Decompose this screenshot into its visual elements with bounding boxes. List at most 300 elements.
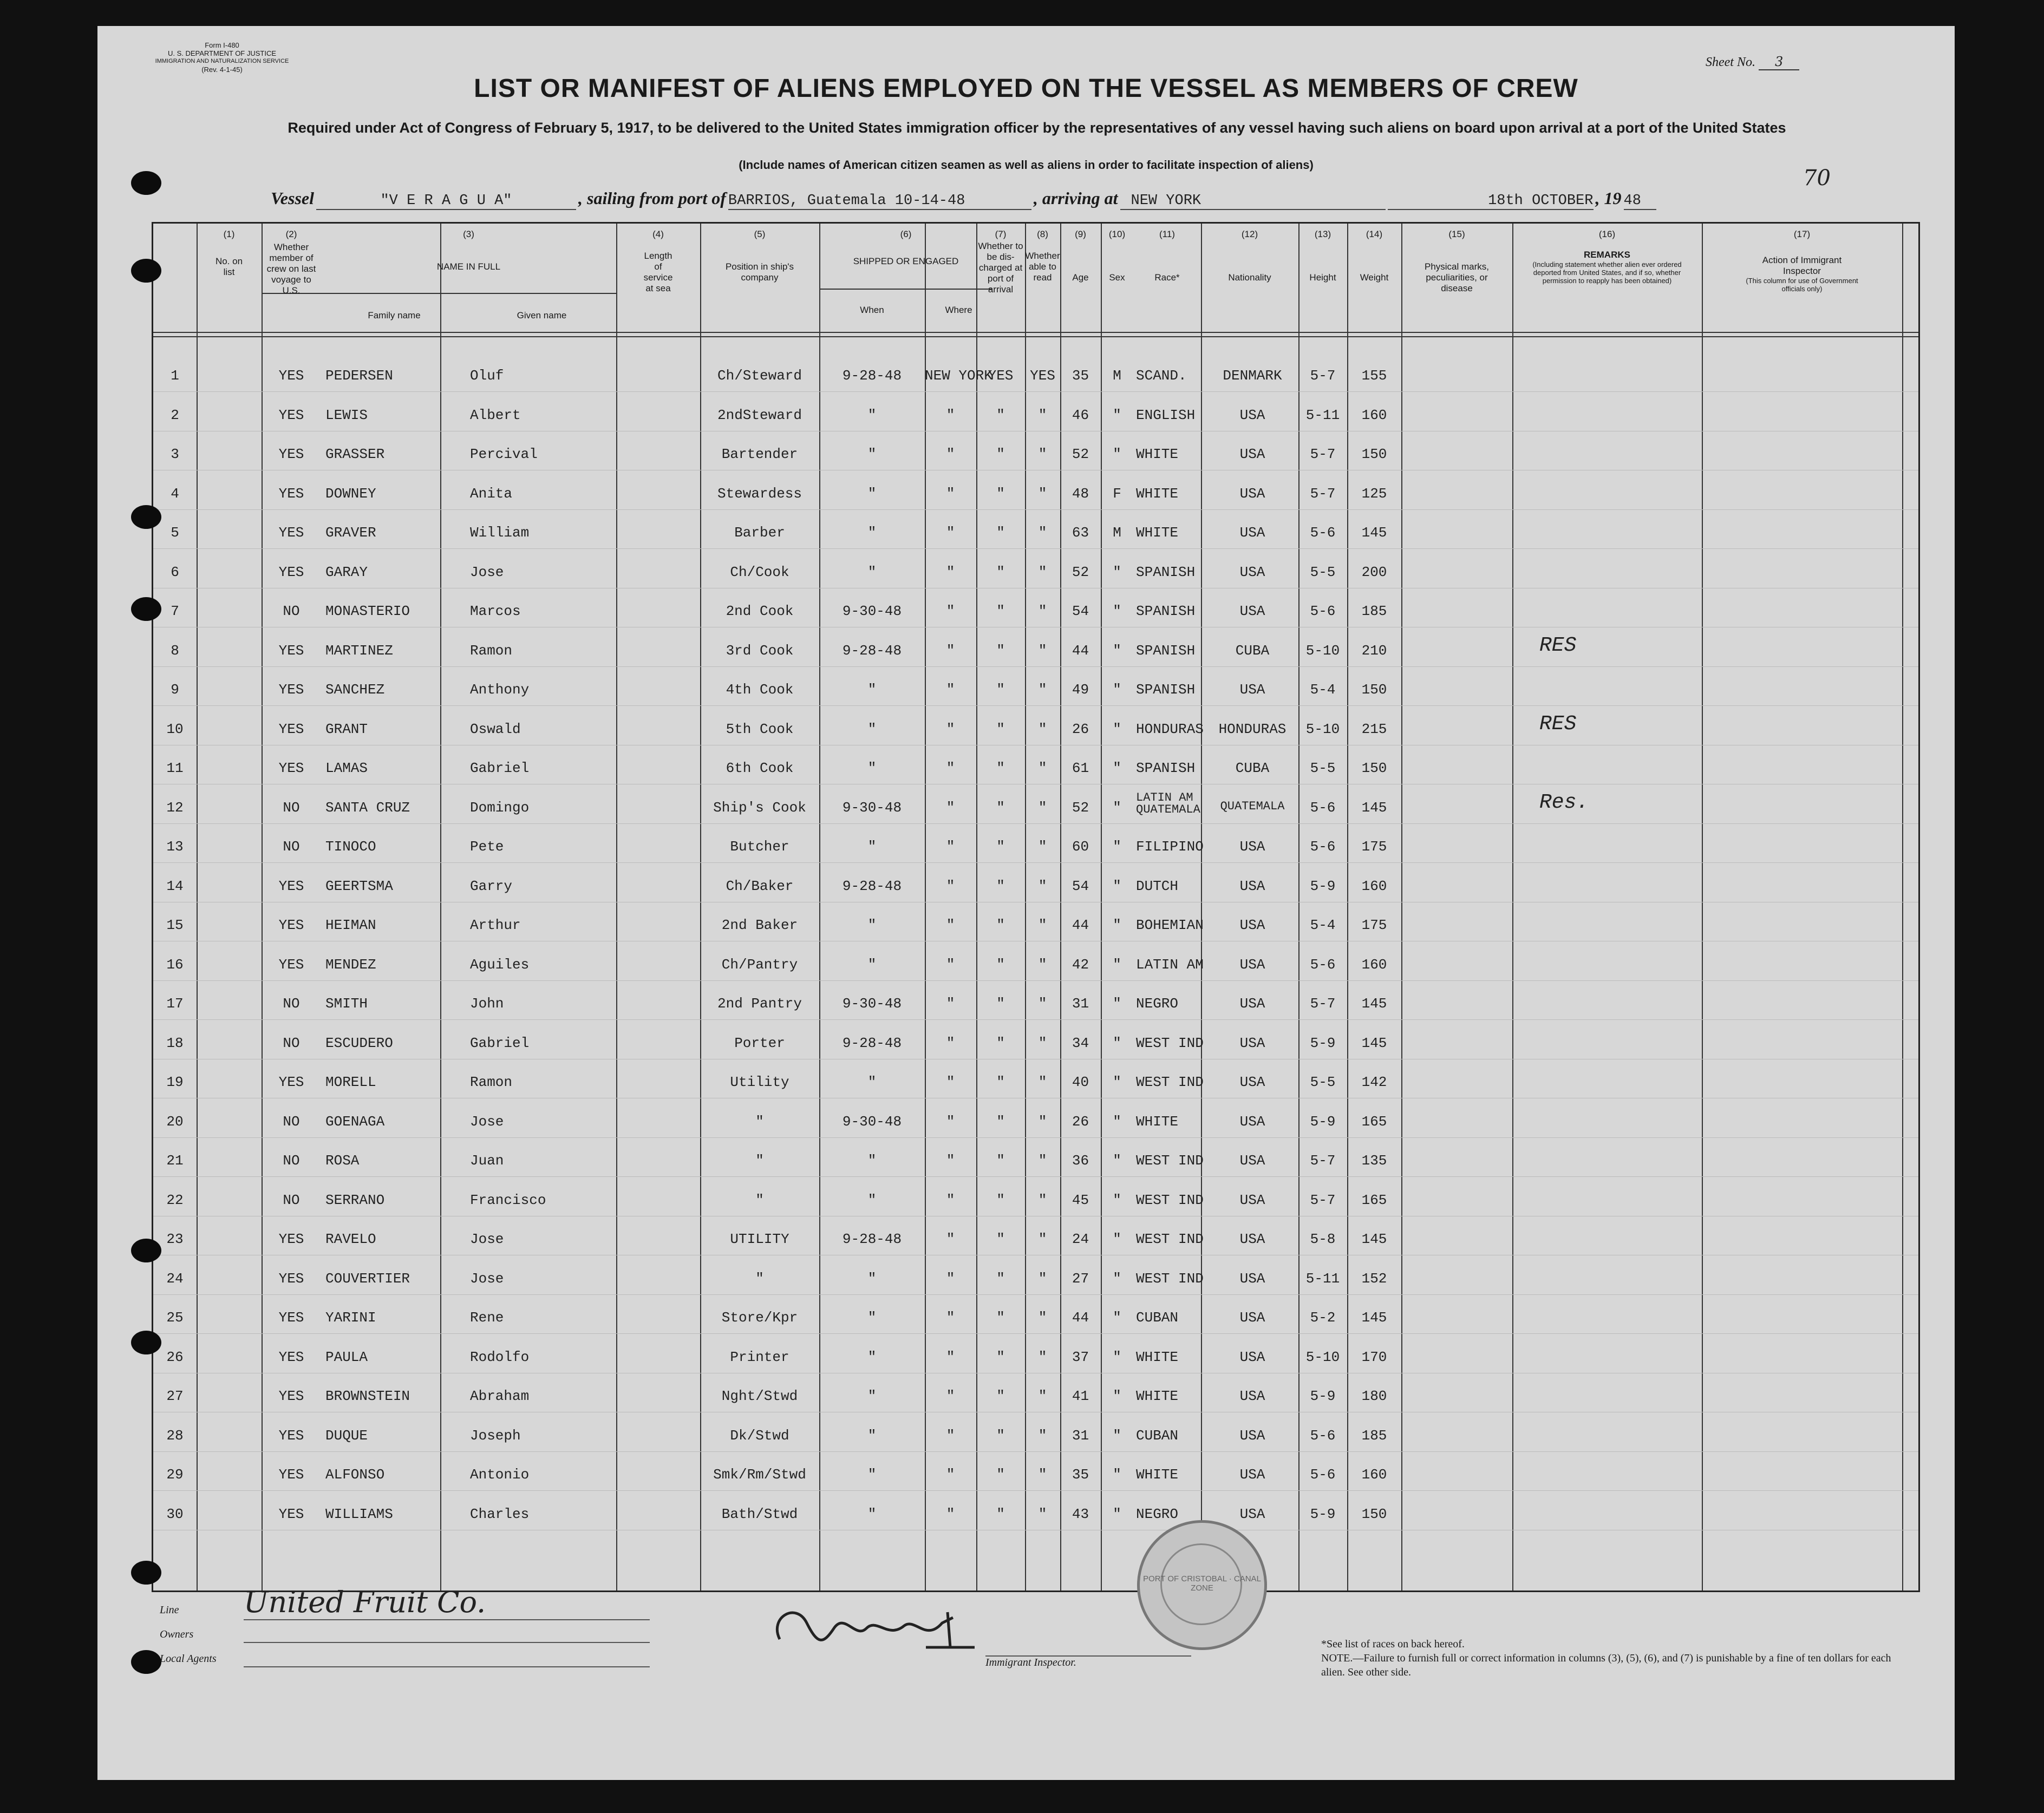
cell-read: ": [1038, 760, 1047, 776]
cell-sex: ": [1113, 1310, 1121, 1326]
table-row: [153, 1153, 1918, 1192]
family-name-header: Family name: [368, 310, 421, 320]
cell-height: 5-10: [1305, 642, 1340, 659]
cell-position: Stewardess: [717, 485, 802, 502]
cell-height: 5-7: [1310, 485, 1336, 502]
cell-position: 2nd Cook: [726, 603, 794, 619]
table-row: [153, 525, 1918, 564]
punch-hole: [131, 597, 161, 621]
cell-age: 44: [1072, 1310, 1089, 1326]
cell-disch: ": [996, 839, 1005, 855]
cell-sex: ": [1113, 1231, 1121, 1247]
departure-port: BARRIOS, Guatemala 10-14-48: [728, 193, 1031, 210]
cell-nat: HONDURAS: [1218, 721, 1287, 737]
sheet-label: Sheet No.: [1706, 55, 1755, 69]
cell-no: 10: [166, 721, 184, 737]
cell-given: Anthony: [470, 682, 530, 698]
cell-read: ": [1038, 485, 1047, 502]
cell-height: 5-7: [1310, 1153, 1336, 1169]
cell-age: 26: [1072, 1113, 1089, 1130]
cell-sex: ": [1113, 1192, 1121, 1208]
cell-weight: 200: [1361, 564, 1387, 580]
cell-position: Dk/Stwd: [730, 1427, 789, 1444]
cell-disch: ": [996, 1427, 1005, 1444]
cell-nat: USA: [1239, 525, 1265, 541]
cell-where: ": [946, 1231, 955, 1247]
cell-disch: ": [996, 799, 1005, 816]
cell-read: ": [1038, 1231, 1047, 1247]
cell-read: ": [1038, 1113, 1047, 1130]
cell-given: Antonio: [470, 1467, 530, 1483]
cell-race: WEST IND: [1136, 1153, 1204, 1169]
cell-race: SPANISH: [1136, 682, 1196, 698]
sheet-number-block: [1706, 54, 1799, 70]
table-row: [153, 1467, 1918, 1506]
cell-disch: ": [996, 1310, 1005, 1326]
cell-height: 5-6: [1310, 839, 1336, 855]
cell-where: NEW YORK: [925, 368, 992, 384]
form-revision: (Rev. 4-1-45): [201, 66, 243, 74]
cell-where: ": [946, 446, 955, 462]
cell-read: ": [1038, 1074, 1047, 1090]
table-row: [153, 1310, 1918, 1349]
cell-read: ": [1038, 1310, 1047, 1326]
cell-sex: ": [1113, 996, 1121, 1012]
cell-when: 9-28-48: [842, 1035, 902, 1051]
cell-height: 5-11: [1305, 1270, 1340, 1287]
cell-family: TINOCO: [325, 839, 376, 855]
cell-when: ": [867, 1074, 877, 1090]
cell-height: 5-9: [1310, 878, 1336, 894]
table-row: [153, 1114, 1918, 1153]
cell-family: ESCUDERO: [325, 1035, 393, 1051]
cell-read: ": [1038, 564, 1047, 580]
cell-read: ": [1038, 839, 1047, 855]
cell-where: ": [946, 1113, 955, 1130]
cell-prev: YES: [278, 1231, 304, 1247]
cell-weight: 165: [1361, 1113, 1387, 1130]
cell-weight: 160: [1361, 878, 1387, 894]
cell-where: ": [946, 1192, 955, 1208]
cell-age: 40: [1072, 1074, 1089, 1090]
cell-race: NEGRO: [1136, 996, 1179, 1012]
cell-family: ALFONSO: [325, 1467, 385, 1483]
table-row: [153, 1271, 1918, 1310]
cell-weight: 175: [1361, 839, 1387, 855]
cell-no: 4: [171, 485, 179, 502]
penalty-note: NOTE.—Failure to furnish full or correct information in columns (3), (5), (6), and (7) is punishable by a fine of ten dollars for each alien. See other side.: [1321, 1652, 1891, 1678]
cell-race: NEGRO: [1136, 1506, 1179, 1522]
cell-nat: USA: [1239, 1506, 1265, 1522]
cell-position: 3rd Cook: [726, 642, 794, 659]
cell-height: 5-5: [1310, 760, 1336, 776]
cell-no: 2: [171, 407, 179, 423]
cell-given: Domingo: [470, 799, 530, 816]
cell-weight: 150: [1361, 682, 1387, 698]
cell-when: ": [867, 682, 877, 698]
cell-age: 43: [1072, 1506, 1089, 1522]
table-row: [153, 368, 1918, 407]
col-15-header: (15) Physical marks, peculiarities, or disease: [1424, 229, 1490, 293]
cell-disch: YES: [988, 368, 1014, 384]
cell-weight: 150: [1361, 446, 1387, 462]
cell-given: Francisco: [470, 1192, 546, 1208]
cell-age: 48: [1072, 485, 1089, 502]
cell-height: 5-9: [1310, 1388, 1336, 1404]
corner-number: 70: [1803, 166, 1831, 191]
owners-label: Owners: [160, 1628, 194, 1640]
cell-disch: ": [996, 446, 1005, 462]
cell-when: ": [867, 1388, 877, 1404]
cell-height: 5-4: [1310, 917, 1336, 933]
cell-given: Gabriel: [470, 1035, 530, 1051]
cell-nat: USA: [1239, 1467, 1265, 1483]
cell-sex: F: [1113, 485, 1121, 502]
cell-height: 5-5: [1310, 564, 1336, 580]
punch-hole: [131, 1331, 161, 1354]
cell-race: SCAND.: [1136, 368, 1187, 384]
cell-age: 41: [1072, 1388, 1089, 1404]
cell-age: 24: [1072, 1231, 1089, 1247]
cell-age: 63: [1072, 525, 1089, 541]
cell-height: 5-8: [1310, 1231, 1336, 1247]
cell-disch: ": [996, 642, 1005, 659]
cell-where: ": [946, 1349, 955, 1365]
sheet-number: 3: [1759, 54, 1799, 70]
cell-weight: 160: [1361, 407, 1387, 423]
cell-no: 8: [171, 642, 179, 659]
cell-age: 44: [1072, 917, 1089, 933]
cell-position: Ch/Cook: [730, 564, 789, 580]
cell-family: ROSA: [325, 1153, 360, 1169]
cell-given: Arthur: [470, 917, 521, 933]
cell-prev: YES: [278, 446, 304, 462]
cell-race: WEST IND: [1136, 1231, 1204, 1247]
cell-weight: 160: [1361, 956, 1387, 973]
col-12-header: (12) Nationality: [1228, 229, 1271, 283]
form-department: U. S. DEPARTMENT OF JUSTICE: [167, 49, 277, 57]
cell-no: 14: [166, 878, 184, 894]
sailing-label: , sailing from port of: [578, 188, 726, 208]
cell-read: ": [1038, 603, 1047, 619]
inspector-label: Immigrant Inspector.: [985, 1655, 1191, 1669]
cell-given: Oluf: [470, 368, 504, 384]
cell-when: ": [867, 1270, 877, 1287]
cell-read: ": [1038, 1388, 1047, 1404]
cell-prev: YES: [278, 1506, 304, 1522]
cell-disch: ": [996, 1349, 1005, 1365]
line-label: Line: [160, 1604, 179, 1616]
cell-remark: RES: [1539, 712, 1577, 736]
cell-disch: ": [996, 1074, 1005, 1090]
col-3-header: (3) NAME IN FULL: [436, 229, 501, 272]
cell-weight: 185: [1361, 603, 1387, 619]
cell-family: MONASTERIO: [325, 603, 410, 619]
cell-disch: ": [996, 485, 1005, 502]
cell-prev: YES: [278, 721, 304, 737]
cell-weight: 145: [1361, 1035, 1387, 1051]
cell-where: ": [946, 603, 955, 619]
cell-given: Joseph: [470, 1427, 521, 1444]
cell-disch: ": [996, 956, 1005, 973]
arrival-date: 18th OCTOBER: [1388, 193, 1594, 210]
cell-disch: ": [996, 1113, 1005, 1130]
cell-age: 54: [1072, 603, 1089, 619]
cell-disch: ": [996, 1506, 1005, 1522]
cell-when: ": [867, 1192, 877, 1208]
cell-when: 9-28-48: [842, 1231, 902, 1247]
cell-prev: YES: [278, 525, 304, 541]
cell-weight: 180: [1361, 1388, 1387, 1404]
cell-given: Gabriel: [470, 760, 530, 776]
cell-weight: 150: [1361, 760, 1387, 776]
cell-no: 11: [166, 760, 184, 776]
cell-height: 5-6: [1310, 799, 1336, 816]
col-8-header: (8) Whether able to read: [1025, 229, 1060, 283]
cell-no: 5: [171, 525, 179, 541]
col-4-header: (4) Length of service at sea: [643, 229, 673, 293]
cell-read: ": [1038, 1035, 1047, 1051]
cell-family: MORELL: [325, 1074, 376, 1090]
cell-sex: ": [1113, 1153, 1121, 1169]
cell-position: 4th Cook: [726, 682, 794, 698]
cell-where: ": [946, 956, 955, 973]
cell-nat: CUBA: [1235, 760, 1270, 776]
cell-no: 15: [166, 917, 184, 933]
cell-height: 5-4: [1310, 682, 1336, 698]
year-prefix: , 19: [1595, 188, 1622, 208]
cell-age: 61: [1072, 760, 1089, 776]
cell-disch: ": [996, 1192, 1005, 1208]
cell-position: ": [755, 1270, 764, 1287]
cell-weight: 185: [1361, 1427, 1387, 1444]
cell-prev: NO: [283, 996, 300, 1012]
cell-family: SERRANO: [325, 1192, 385, 1208]
table-row: [153, 446, 1918, 486]
cell-no: 13: [166, 839, 184, 855]
cell-no: 24: [166, 1270, 184, 1287]
cell-race: WHITE: [1136, 446, 1179, 462]
table-row: [153, 486, 1918, 525]
cell-position: Printer: [730, 1349, 789, 1365]
cell-sex: M: [1113, 368, 1121, 384]
cell-given: Aguiles: [470, 956, 530, 973]
cell-sex: ": [1113, 407, 1121, 423]
table-row: [153, 996, 1918, 1035]
shipped-when-header: When: [860, 305, 884, 315]
cell-given: Albert: [470, 407, 521, 423]
cell-disch: ": [996, 603, 1005, 619]
line-value: United Fruit Co.: [244, 1585, 650, 1620]
col-17-header: (17) Action of Immigrant Inspector (This column for use of Government officials only): [1746, 229, 1858, 293]
cell-no: 16: [166, 956, 184, 973]
vessel-line: [271, 188, 1841, 210]
cell-no: 21: [166, 1153, 184, 1169]
cell-race: WHITE: [1136, 1349, 1179, 1365]
cell-race: WHITE: [1136, 485, 1179, 502]
cell-where: ": [946, 1270, 955, 1287]
cell-height: 5-5: [1310, 1074, 1336, 1090]
cell-when: ": [867, 1349, 877, 1365]
arrival-year: 48: [1624, 193, 1656, 210]
cell-weight: 170: [1361, 1349, 1387, 1365]
cell-where: ": [946, 407, 955, 423]
cell-prev: YES: [278, 1467, 304, 1483]
cell-sex: ": [1113, 1506, 1121, 1522]
cell-when: ": [867, 721, 877, 737]
cell-race: FILIPINO: [1136, 839, 1204, 855]
cell-family: GOENAGA: [325, 1113, 385, 1130]
cell-prev: YES: [278, 682, 304, 698]
cell-weight: 165: [1361, 1192, 1387, 1208]
cell-read: ": [1038, 446, 1047, 462]
cell-where: ": [946, 1035, 955, 1051]
cell-position: 5th Cook: [726, 721, 794, 737]
cell-race: LATIN AM QUATEMALA: [1136, 790, 1200, 816]
cell-position: 2ndSteward: [717, 407, 802, 423]
cell-when: ": [867, 446, 877, 462]
cell-family: HEIMAN: [325, 917, 376, 933]
table-row: [153, 878, 1918, 918]
cell-given: Ramon: [470, 642, 513, 659]
cell-read: ": [1038, 1153, 1047, 1169]
cell-position: ": [755, 1113, 764, 1130]
cell-position: Porter: [734, 1035, 785, 1051]
cell-family: DUQUE: [325, 1427, 368, 1444]
cell-race: CUBAN: [1136, 1310, 1179, 1326]
cell-position: ": [755, 1153, 764, 1169]
cell-sex: ": [1113, 446, 1121, 462]
given-name-header: Given name: [517, 310, 567, 320]
cell-race: WHITE: [1136, 525, 1179, 541]
table-row: [153, 1192, 1918, 1232]
cell-position: Ch/Pantry: [721, 956, 798, 973]
cell-nat: USA: [1239, 603, 1265, 619]
punch-hole: [131, 171, 161, 195]
cell-weight: 152: [1361, 1270, 1387, 1287]
cell-read: ": [1038, 1270, 1047, 1287]
cell-when: ": [867, 760, 877, 776]
cell-weight: 145: [1361, 996, 1387, 1012]
cell-read: ": [1038, 956, 1047, 973]
cell-family: SANCHEZ: [325, 682, 385, 698]
cell-prev: NO: [283, 799, 300, 816]
cell-family: COUVERTIER: [325, 1270, 410, 1287]
table-row: [153, 1074, 1918, 1114]
cell-prev: YES: [278, 760, 304, 776]
cell-read: ": [1038, 996, 1047, 1012]
table-row: [153, 917, 1918, 957]
cell-given: Percival: [470, 446, 538, 462]
cell-given: Jose: [470, 1270, 504, 1287]
cell-position: ": [755, 1192, 764, 1208]
cell-no: 19: [166, 1074, 184, 1090]
cell-sex: ": [1113, 799, 1121, 816]
cell-when: 9-30-48: [842, 996, 902, 1012]
cell-no: 23: [166, 1231, 184, 1247]
table-row: [153, 1506, 1918, 1546]
cell-when: 9-28-48: [842, 368, 902, 384]
cell-read: ": [1038, 1506, 1047, 1522]
cell-height: 5-7: [1310, 446, 1336, 462]
cell-sex: ": [1113, 642, 1121, 659]
cell-nat: USA: [1239, 407, 1265, 423]
table-row: [153, 957, 1918, 996]
vessel-name: "V E R A G U A": [316, 193, 576, 210]
cell-given: John: [470, 996, 504, 1012]
cell-age: 54: [1072, 878, 1089, 894]
cell-sex: ": [1113, 917, 1121, 933]
page-title: LIST OR MANIFEST OF ALIENS EMPLOYED ON THE VESSEL AS MEMBERS OF CREW: [474, 74, 1578, 103]
cell-read: ": [1038, 799, 1047, 816]
cell-weight: 135: [1361, 1153, 1387, 1169]
cell-sex: ": [1113, 839, 1121, 855]
cell-race: DUTCH: [1136, 878, 1179, 894]
cell-family: PEDERSEN: [325, 368, 393, 384]
cell-height: 5-6: [1310, 1467, 1336, 1483]
cell-race: SPANISH: [1136, 564, 1196, 580]
cell-read: ": [1038, 917, 1047, 933]
cell-where: ": [946, 564, 955, 580]
cell-given: Marcos: [470, 603, 521, 619]
cell-where: ": [946, 1074, 955, 1090]
cell-sex: ": [1113, 1467, 1121, 1483]
cell-age: 49: [1072, 682, 1089, 698]
cell-when: ": [867, 1153, 877, 1169]
table-row: [153, 790, 1918, 839]
cell-when: 9-30-48: [842, 603, 902, 619]
cell-prev: YES: [278, 1427, 304, 1444]
cell-when: ": [867, 525, 877, 541]
cell-where: ": [946, 760, 955, 776]
cell-nat: USA: [1239, 1231, 1265, 1247]
stamp-text: PORT OF CRISTOBAL · CANAL ZONE: [1143, 1574, 1261, 1593]
form-number: Form I-480: [205, 41, 239, 49]
cell-disch: ": [996, 996, 1005, 1012]
cell-where: ": [946, 1427, 955, 1444]
cell-race: CUBAN: [1136, 1427, 1179, 1444]
cell-where: ": [946, 682, 955, 698]
cell-position: Bath/Stwd: [721, 1506, 798, 1522]
cell-where: ": [946, 1506, 955, 1522]
col-9-header: (9) Age: [1072, 229, 1089, 283]
cell-when: 9-30-48: [842, 1113, 902, 1130]
cell-nat: CUBA: [1235, 642, 1270, 659]
cell-family: PAULA: [325, 1349, 368, 1365]
cell-race: LATIN AM: [1136, 956, 1204, 973]
cell-read: ": [1038, 721, 1047, 737]
table-row: [153, 839, 1918, 878]
cell-age: 52: [1072, 799, 1089, 816]
cell-nat: USA: [1239, 1113, 1265, 1130]
cell-when: 9-30-48: [842, 799, 902, 816]
cell-where: ": [946, 1310, 955, 1326]
cell-nat: USA: [1239, 1035, 1265, 1051]
cell-family: GARAY: [325, 564, 368, 580]
punch-hole: [131, 259, 161, 283]
cell-weight: 145: [1361, 799, 1387, 816]
cell-nat: USA: [1239, 485, 1265, 502]
cell-when: ": [867, 1467, 877, 1483]
cell-when: ": [867, 956, 877, 973]
cell-no: 6: [171, 564, 179, 580]
cell-read: YES: [1030, 368, 1055, 384]
cell-sex: ": [1113, 1270, 1121, 1287]
cell-sex: ": [1113, 956, 1121, 973]
cell-given: Garry: [470, 878, 513, 894]
cell-weight: 215: [1361, 721, 1387, 737]
cell-age: 52: [1072, 446, 1089, 462]
